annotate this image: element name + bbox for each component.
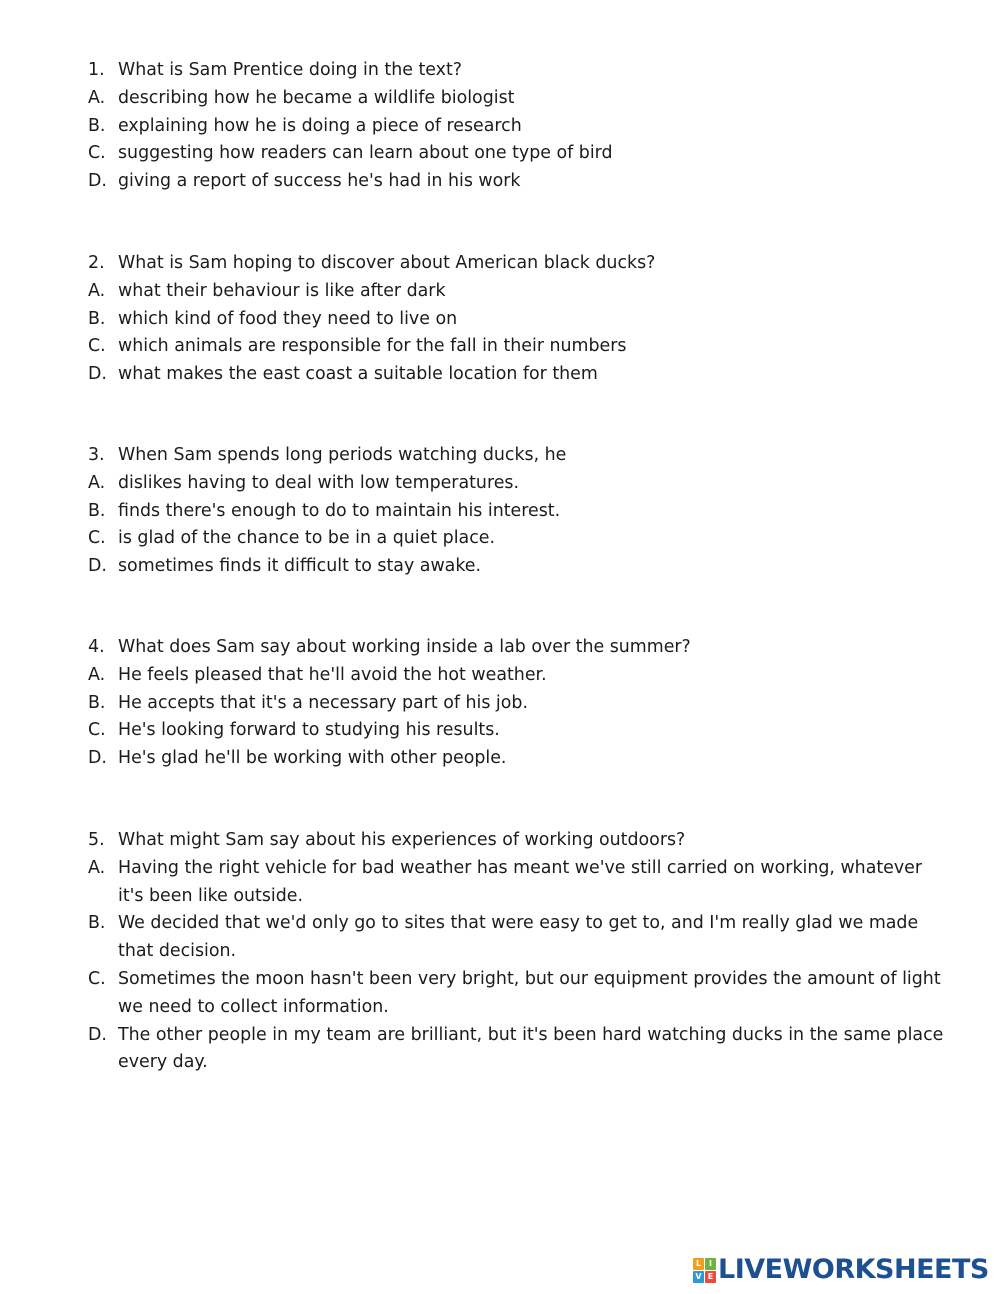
option-letter: D. (88, 1024, 107, 1045)
answer-option-c[interactable] (88, 966, 948, 1022)
option-letter: A. (88, 87, 106, 108)
option-letter: D. (88, 748, 107, 769)
answer-option-a[interactable] (88, 662, 948, 690)
question-number: 1. (88, 60, 105, 80)
logo-mark-letter: V (693, 1271, 704, 1283)
option-letter: B. (88, 115, 106, 136)
answer-option-b[interactable] (88, 113, 948, 141)
option-letter: A. (88, 472, 106, 493)
option-text: He's looking forward to studying his results. (118, 720, 500, 741)
option-text: He feels pleased that he'll avoid the hot weather. (118, 664, 547, 685)
question-stem (88, 250, 948, 278)
option-text: which kind of food they need to live on (118, 308, 458, 329)
question-stem (88, 442, 948, 470)
answer-option-a[interactable] (88, 278, 948, 306)
answer-option-a[interactable] (88, 470, 948, 498)
question-text: What might Sam say about his experiences of working outdoors? (118, 830, 686, 850)
answer-option-d[interactable] (88, 361, 948, 389)
answer-option-c[interactable] (88, 333, 948, 361)
option-letter: B. (88, 692, 106, 713)
logo-mark-icon (693, 1258, 716, 1283)
question-2 (88, 250, 948, 389)
question-stem (88, 57, 948, 85)
option-letter: A. (88, 664, 106, 685)
option-letter: B. (88, 913, 106, 934)
logo-mark-letter: L (693, 1258, 704, 1270)
logo-mark-letter: E (705, 1271, 716, 1283)
option-letter: B. (88, 500, 106, 521)
question-number: 5. (88, 830, 105, 850)
option-text: The other people in my team are brilliant, but it's been hard watching ducks in the same place every day. (118, 1024, 944, 1073)
option-letter: C. (88, 143, 106, 164)
option-text: suggesting how readers can learn about one type of bird (118, 143, 613, 164)
option-text: He accepts that it's a necessary part of his job. (118, 692, 528, 713)
answer-option-a[interactable] (88, 85, 948, 113)
option-letter: D. (88, 556, 107, 577)
logo-mark-letter: I (705, 1258, 716, 1270)
question-text: What is Sam Prentice doing in the text? (118, 60, 463, 80)
option-text: sometimes finds it difficult to stay awake. (118, 556, 482, 577)
option-letter: C. (88, 968, 106, 989)
option-text: is glad of the chance to be in a quiet place. (118, 528, 495, 549)
option-text: He's glad he'll be working with other people. (118, 748, 507, 769)
option-letter: C. (88, 336, 106, 357)
answer-option-b[interactable] (88, 498, 948, 526)
answer-option-b[interactable] (88, 690, 948, 718)
answer-option-a[interactable] (88, 855, 948, 911)
question-1 (88, 57, 948, 196)
question-stem (88, 827, 948, 855)
answer-option-d[interactable] (88, 745, 948, 773)
option-text: dislikes having to deal with low temperatures. (118, 472, 520, 493)
option-text: Sometimes the moon hasn't been very bright, but our equipment provides the amount of light we need to collect information. (118, 968, 941, 1017)
option-letter: A. (88, 857, 106, 878)
option-letter: D. (88, 364, 107, 385)
option-letter: C. (88, 720, 106, 741)
answer-option-d[interactable] (88, 1022, 948, 1078)
option-letter: A. (88, 280, 106, 301)
question-4 (88, 634, 948, 773)
option-letter: C. (88, 528, 106, 549)
answer-option-c[interactable] (88, 717, 948, 745)
option-text: We decided that we'd only go to sites that were easy to get to, and I'm really glad we made that decision. (118, 913, 919, 962)
logo-text: LIVEWORKSHEETS (718, 1254, 989, 1285)
liveworksheets-logo (693, 1254, 989, 1285)
answer-option-d[interactable] (88, 168, 948, 196)
option-letter: D. (88, 171, 107, 192)
answer-option-b[interactable] (88, 910, 948, 966)
option-text: finds there's enough to do to maintain his interest. (118, 500, 561, 521)
option-text: which animals are responsible for the fall in their numbers (118, 336, 627, 357)
option-text: what their behaviour is like after dark (118, 280, 446, 301)
answer-option-d[interactable] (88, 553, 948, 581)
question-text: When Sam spends long periods watching ducks, he (118, 445, 567, 465)
question-5 (88, 827, 948, 1077)
question-stem (88, 634, 948, 662)
question-number: 3. (88, 445, 105, 465)
answer-option-c[interactable] (88, 140, 948, 168)
option-text: what makes the east coast a suitable location for them (118, 364, 598, 385)
question-number: 2. (88, 253, 105, 273)
question-3 (88, 442, 948, 581)
question-number: 4. (88, 637, 105, 657)
answer-option-c[interactable] (88, 525, 948, 553)
option-letter: B. (88, 308, 106, 329)
option-text: Having the right vehicle for bad weather has meant we've still carried on working, whatever it's been like outside. (118, 857, 923, 906)
option-text: describing how he became a wildlife biologist (118, 87, 515, 108)
question-text: What is Sam hoping to discover about American black ducks? (118, 253, 656, 273)
option-text: explaining how he is doing a piece of research (118, 115, 522, 136)
question-text: What does Sam say about working inside a lab over the summer? (118, 637, 691, 657)
answer-option-b[interactable] (88, 306, 948, 334)
option-text: giving a report of success he's had in his work (118, 171, 521, 192)
